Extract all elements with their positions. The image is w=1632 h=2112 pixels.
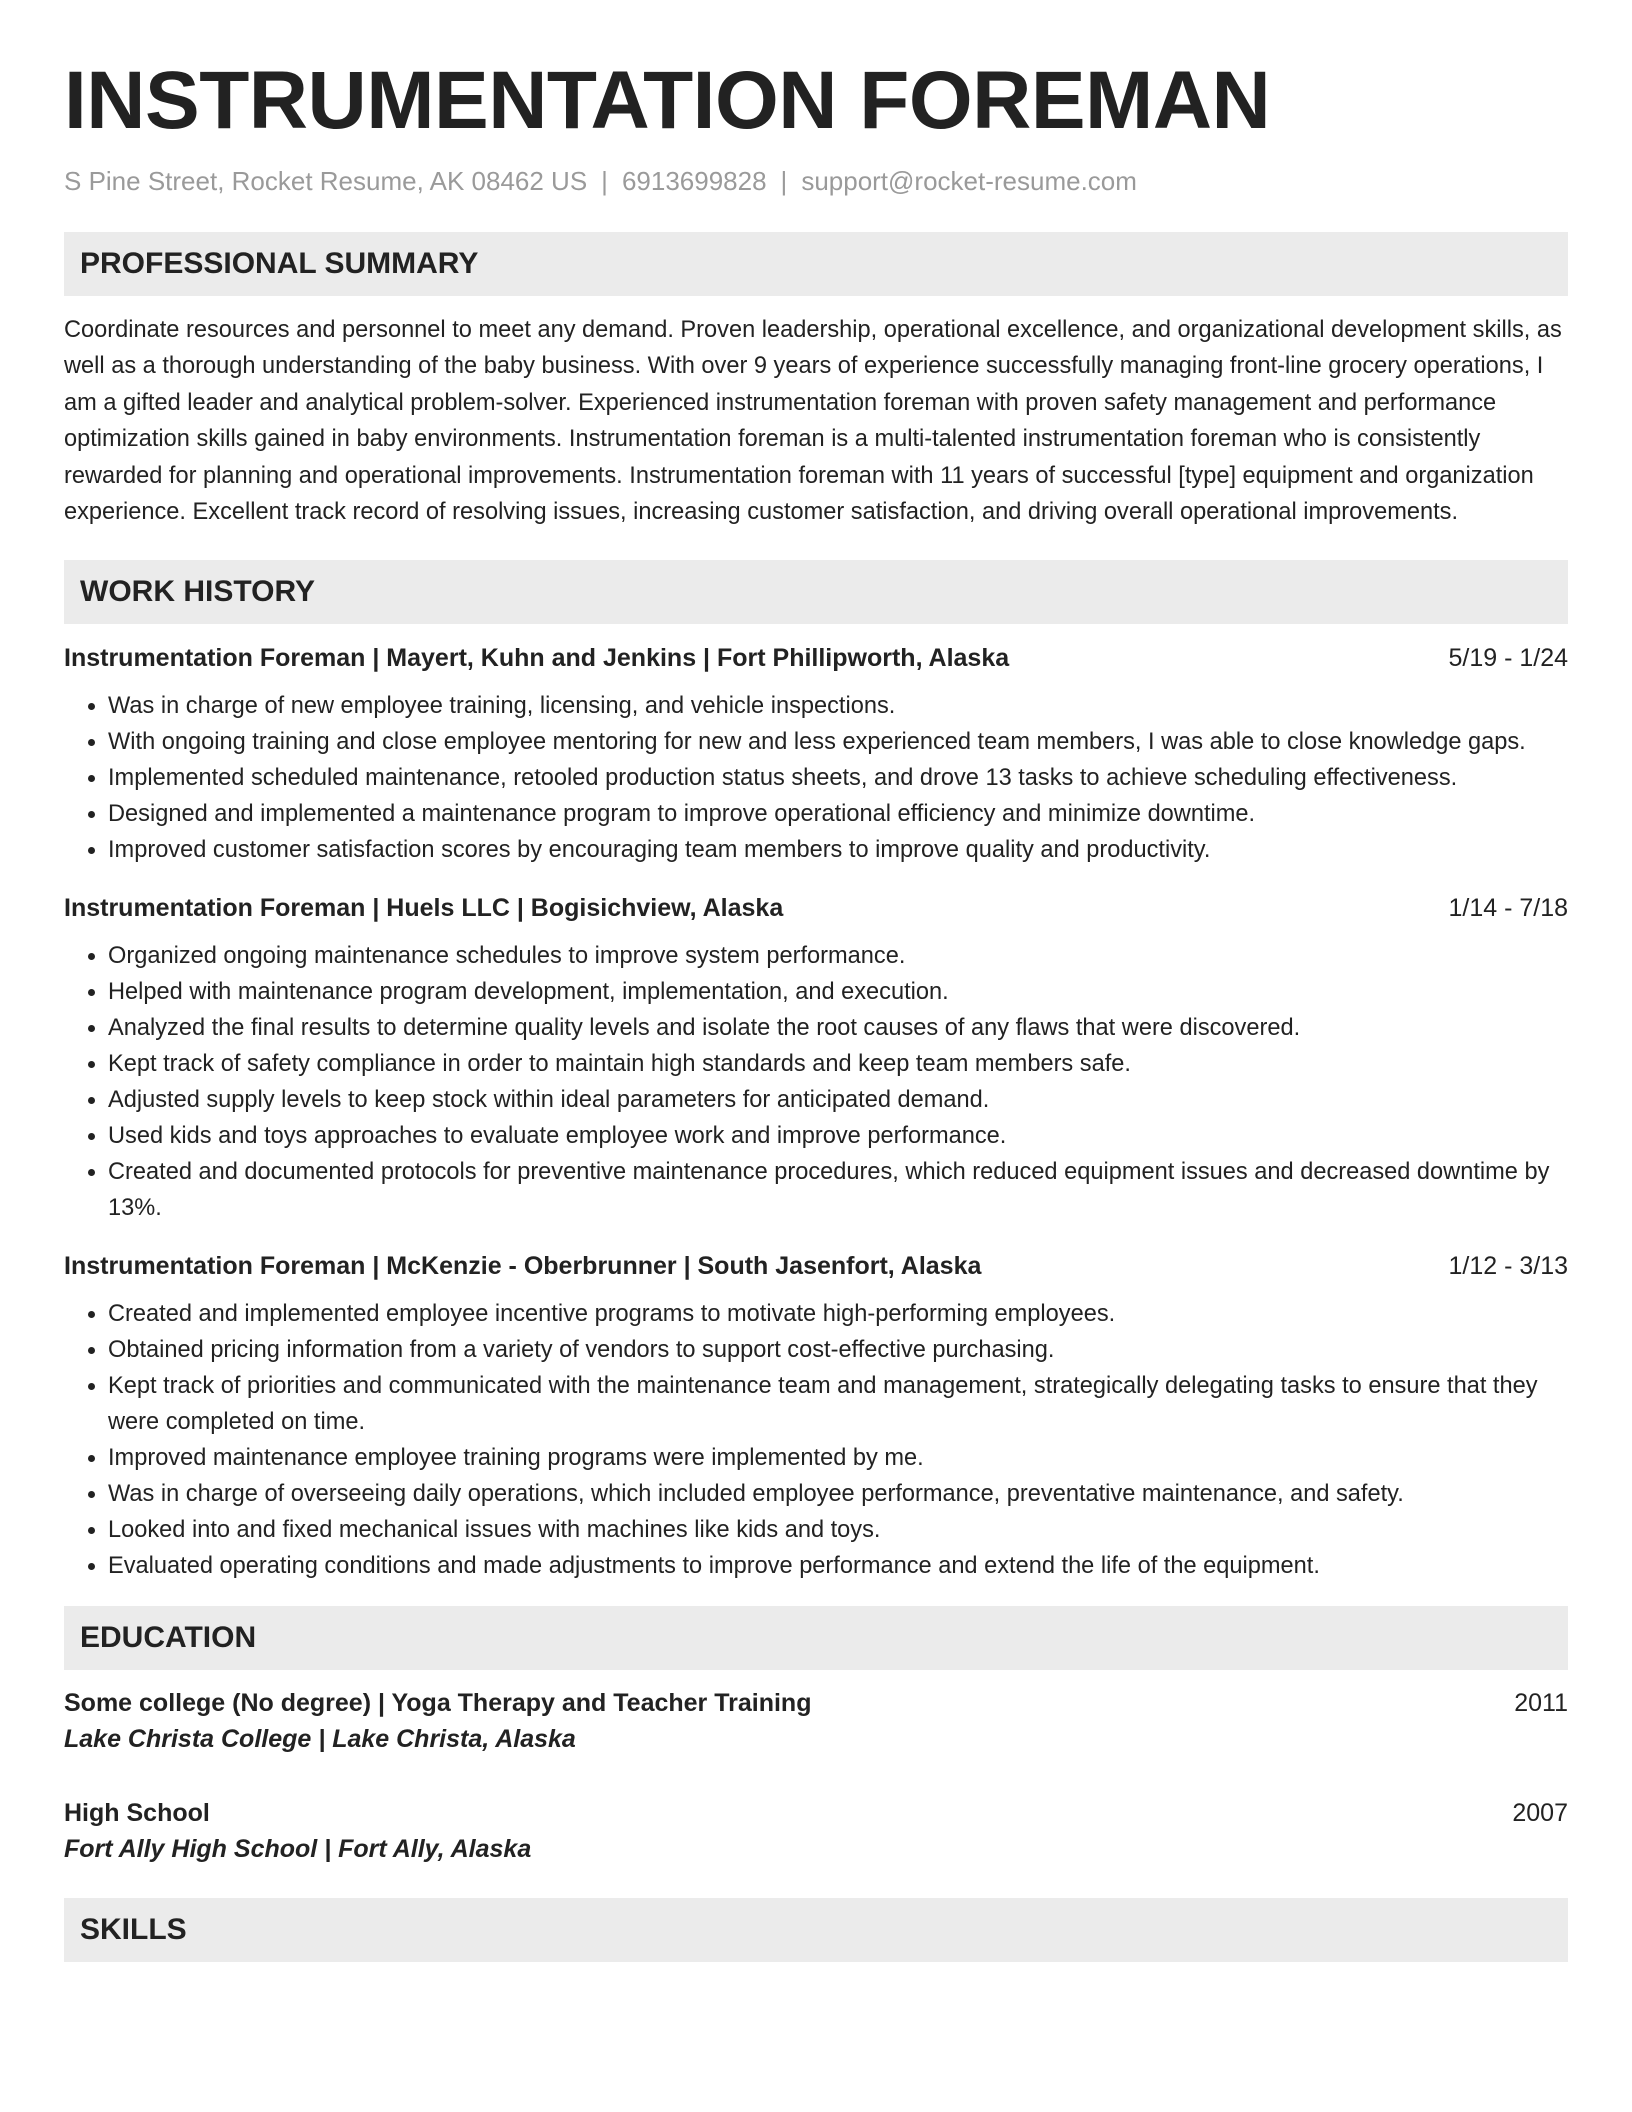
education-header xyxy=(64,1686,1568,1720)
job-bullet: • Improved maintenance employee training programs were implemented by me. xyxy=(108,1440,1568,1476)
contact-separator: | xyxy=(601,166,608,196)
job-entry xyxy=(64,892,1568,1226)
education-entry xyxy=(64,1796,1568,1866)
contact-address: S Pine Street, Rocket Resume, AK 08462 US xyxy=(64,166,588,196)
summary-text: Coordinate resources and personnel to meet any demand. Proven leadership, operational excellence, and organizational development skills, as well as a thorough understanding of the baby business. With over 9 years of experience successfully managing front-line grocery operations, I am a gifted leader and analytical problem-solver. Experienced instrumentation foreman with proven safety management and performance optimization skills gained in baby environments. Instrumentation foreman is a multi-talented instrumentation foreman who is consistently rewarded for planning and operational improvements. Instrumentation foreman with 11 years of successful [type] equipment and organization experience. Excellent track record of resolving issues, increasing customer satisfaction, and driving overall operational improvements. xyxy=(64,317,1562,526)
job-header xyxy=(64,892,1568,924)
job-bullet: • Created and implemented employee incentive programs to motivate high-performing employees. xyxy=(108,1296,1568,1332)
job-bullet: • Created and documented protocols for preventive maintenance procedures, which reduced equipment issues and decreased downtime by 13%. xyxy=(108,1154,1568,1226)
job-title: Instrumentation Foreman | Mayert, Kuhn and Jenkins | Fort Phillipworth, Alaska xyxy=(64,644,1010,673)
section-header-work-history: WORK HISTORY xyxy=(64,560,1568,624)
section-header-education: EDUCATION xyxy=(64,1606,1568,1670)
job-bullet: • Helped with maintenance program development, implementation, and execution. xyxy=(108,974,1568,1010)
job-bullet: • Was in charge of overseeing daily operations, which included employee performance, preventative maintenance, and safety. xyxy=(108,1476,1568,1512)
job-bullet: • With ongoing training and close employee mentoring for new and less experienced team members, I was able to close knowledge gaps. xyxy=(108,724,1568,760)
job-bullet: • Evaluated operating conditions and made adjustments to improve performance and extend the life of the equipment. xyxy=(108,1548,1568,1584)
job-entry xyxy=(64,1250,1568,1584)
job-bullet: • Organized ongoing maintenance schedules to improve system performance. xyxy=(108,938,1568,974)
job-bullet: • Kept track of safety compliance in order to maintain high standards and keep team members safe. xyxy=(108,1046,1568,1082)
job-bullets xyxy=(64,1296,1568,1584)
resume-page xyxy=(64,0,1568,1962)
contact-phone: 6913699828 xyxy=(621,166,767,196)
job-dates: 1/12 - 3/13 xyxy=(1448,1252,1568,1281)
education-entry xyxy=(64,1686,1568,1756)
job-title: Instrumentation Foreman | Huels LLC | Bogisichview, Alaska xyxy=(64,894,784,923)
job-bullet: • Looked into and fixed mechanical issues with machines like kids and toys. xyxy=(108,1512,1568,1548)
job-header xyxy=(64,1250,1568,1282)
job-header xyxy=(64,642,1568,674)
job-title: Instrumentation Foreman | McKenzie - Oberbrunner | South Jasenfort, Alaska xyxy=(64,1252,982,1281)
education-degree: Some college (No degree) | Yoga Therapy and Teacher Training xyxy=(64,1689,812,1718)
section-header-skills: SKILLS xyxy=(64,1898,1568,1962)
job-bullet: • Obtained pricing information from a variety of vendors to support cost-effective purchasing. xyxy=(108,1332,1568,1368)
job-bullet: • Used kids and toys approaches to evaluate employee work and improve performance. xyxy=(108,1118,1568,1154)
job-bullet: • Adjusted supply levels to keep stock within ideal parameters for anticipated demand. xyxy=(108,1082,1568,1118)
contact-line xyxy=(64,166,1568,196)
job-dates: 5/19 - 1/24 xyxy=(1448,644,1568,673)
job-bullet: • Analyzed the final results to determine quality levels and isolate the root causes of any flaws that were discovered. xyxy=(108,1010,1568,1046)
contact-email: support@rocket-resume.com xyxy=(801,166,1137,196)
job-bullet: • Implemented scheduled maintenance, retooled production status sheets, and drove 13 tasks to achieve scheduling effectiveness. xyxy=(108,760,1568,796)
job-bullet: • Designed and implemented a maintenance program to improve operational efficiency and minimize downtime. xyxy=(108,796,1568,832)
education-year: 2007 xyxy=(1512,1799,1568,1828)
education-school: Fort Ally High School | Fort Ally, Alaska xyxy=(64,1835,532,1864)
candidate-name: INSTRUMENTATION FOREMAN xyxy=(64,55,1271,146)
education-year: 2011 xyxy=(1514,1689,1568,1718)
job-bullet: • Improved customer satisfaction scores by encouraging team members to improve quality and productivity. xyxy=(108,832,1568,868)
education-degree: High School xyxy=(64,1799,210,1828)
job-bullets xyxy=(64,938,1568,1226)
education-school: Lake Christa College | Lake Christa, Alaska xyxy=(64,1725,576,1754)
section-header-summary: PROFESSIONAL SUMMARY xyxy=(64,232,1568,296)
education-header xyxy=(64,1796,1568,1830)
job-dates: 1/14 - 7/18 xyxy=(1448,894,1568,923)
job-entry xyxy=(64,642,1568,868)
job-bullets xyxy=(64,688,1568,868)
job-bullet: • Kept track of priorities and communicated with the maintenance team and management, strategically delegating tasks to ensure that they were completed on time. xyxy=(108,1368,1568,1440)
job-bullet: • Was in charge of new employee training, licensing, and vehicle inspections. xyxy=(108,688,1568,724)
contact-separator: | xyxy=(780,166,788,196)
